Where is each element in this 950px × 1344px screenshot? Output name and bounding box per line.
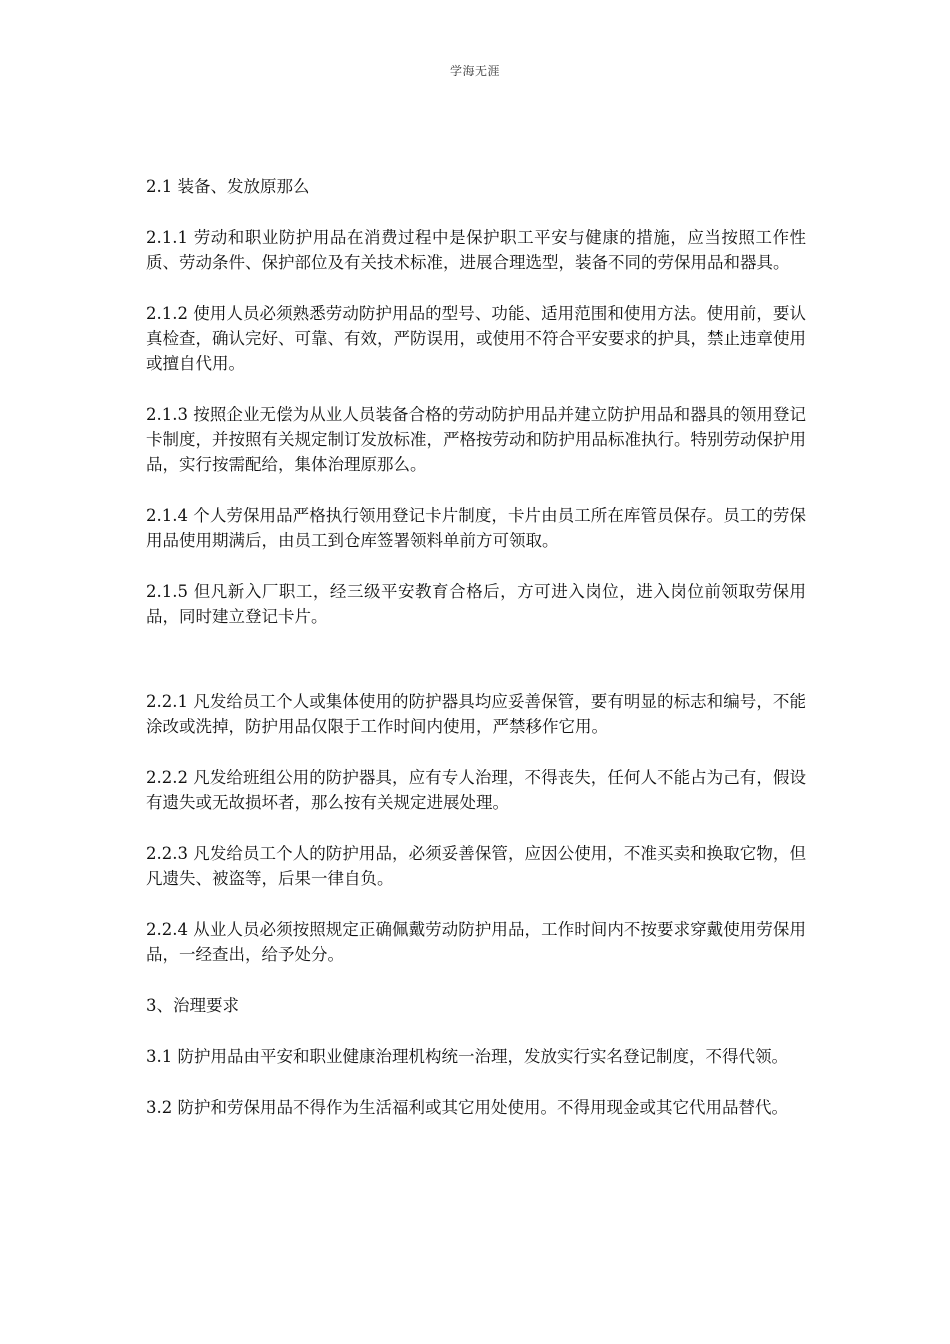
paragraph-3-2: 3.2 防护和劳保用品不得作为生活福利或其它用处使用。不得用现金或其它代用品替代。 bbox=[146, 1098, 788, 1117]
section-heading-2-1: 2.1 装备、发放原那么 bbox=[146, 177, 310, 196]
paragraph-2-1-1: 2.1.1 劳动和职业防护用品在消费过程中是保护职工平安与健康的措施，应当按照工作性质、劳动条件、保护部位及有关技术标准，进展合理选型，装备不同的劳保用品和器具。 bbox=[146, 228, 806, 272]
paragraph-2-2-4: 2.2.4 从业人员必须按照规定正确佩戴劳动防护用品，工作时间内不按要求穿戴使用劳保用品，一经查出，给予处分。 bbox=[146, 920, 806, 964]
paragraph-2-1-3: 2.1.3 按照企业无偿为从业人员装备合格的劳动防护用品并建立防护用品和器具的领用登记卡制度，并按照有关规定制订发放标准，严格按劳动和防护用品标准执行。特别劳动保护用品，实行按需配给，集体治理原那么。 bbox=[146, 405, 806, 474]
paragraph-2-2-3: 2.2.3 凡发给员工个人的防护用品，必须妥善保管，应因公使用，不准买卖和换取它物，但凡遗失、被盗等，后果一律自负。 bbox=[146, 844, 806, 888]
paragraph-2-1-5: 2.1.5 但凡新入厂职工，经三级平安教育合格后，方可进入岗位，进入岗位前领取劳保用品，同时建立登记卡片。 bbox=[146, 582, 806, 626]
paragraph-2-1-4: 2.1.4 个人劳保用品严格执行领用登记卡片制度，卡片由员工所在库管员保存。员工的劳保用品使用期满后，由员工到仓库签署领料单前方可领取。 bbox=[146, 506, 806, 550]
paragraph-2-2-1: 2.2.1 凡发给员工个人或集体使用的防护器具均应妥善保管，要有明显的标志和编号，不能涂改或洗掉，防护用品仅限于工作时间内使用，严禁移作它用。 bbox=[146, 692, 806, 736]
section-heading-3: 3、治理要求 bbox=[146, 996, 239, 1015]
paragraph-2-1-2: 2.1.2 使用人员必须熟悉劳动防护用品的型号、功能、适用范围和使用方法。使用前，要认真检查，确认完好、可靠、有效，严防误用，或使用不符合平安要求的护具，禁止违章使用或擅自代用。 bbox=[146, 304, 806, 373]
page-header: 学海无涯 bbox=[449, 64, 500, 78]
paragraph-2-2-2: 2.2.2 凡发给班组公用的防护器具，应有专人治理，不得丧失，任何人不能占为己有，假设有遗失或无故损坏者，那么按有关规定进展处理。 bbox=[146, 768, 806, 812]
document-body bbox=[146, 174, 806, 1120]
paragraph-3-1: 3.1 防护用品由平安和职业健康治理机构统一治理，发放实行实名登记制度，不得代领。 bbox=[146, 1047, 788, 1066]
